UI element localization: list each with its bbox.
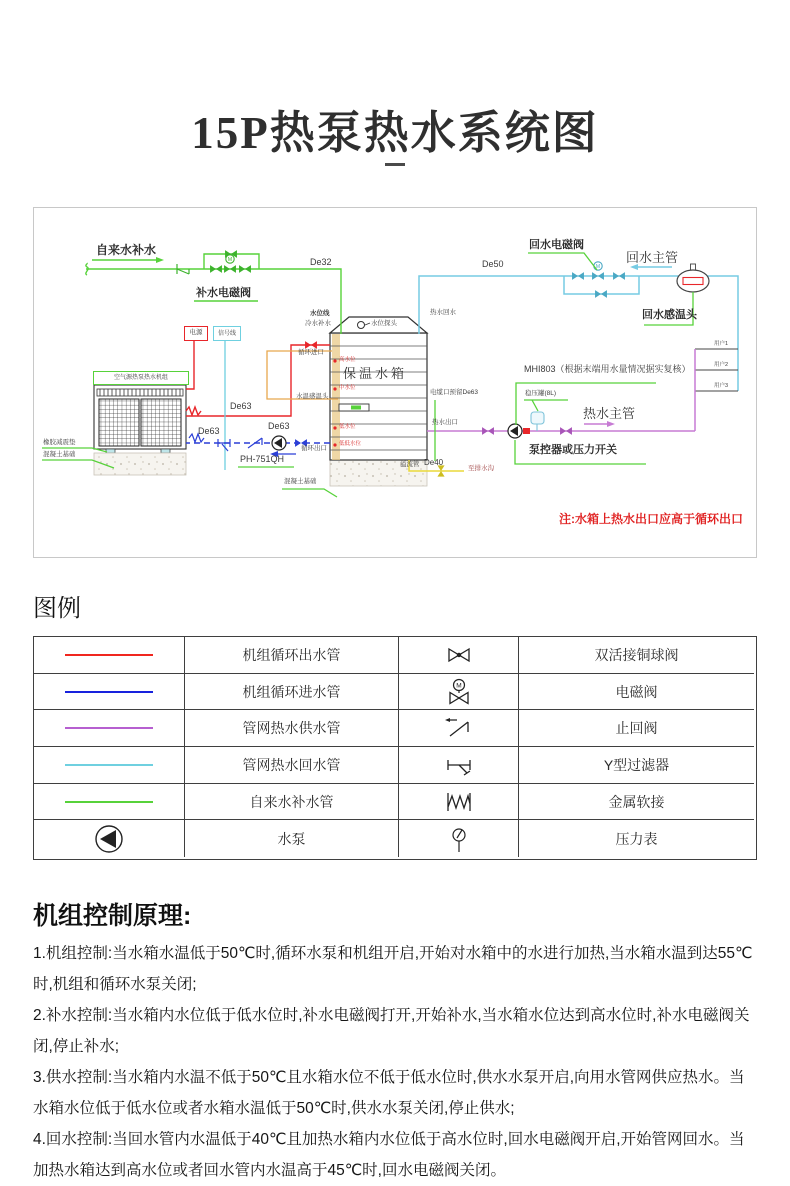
legend-symbol: [399, 637, 519, 674]
legend-symbol: [399, 710, 519, 747]
legend-label-text: 金属软接: [608, 793, 665, 810]
principle-item: 1.机组控制:当水箱水温低于50℃时,循环水泵和机组开启,开始对水箱中的水进行加热,当水箱水温到达55℃时,机组和循环水泵关闭;: [33, 945, 753, 993]
label-user3: 用户3: [713, 383, 729, 389]
pump-union: [523, 428, 530, 434]
label-mhi803: MHI803（根据末端用水量情况据实复核）: [524, 364, 691, 374]
label-user2: 用户2: [713, 362, 729, 368]
label-pump-model: PH-751QH: [240, 454, 285, 464]
label-temp-sensor: 水温感温头: [296, 393, 329, 400]
label-return-main: 回水主管: [626, 250, 679, 265]
label-hot-main: 热水主管: [583, 406, 636, 421]
legend-label: [519, 784, 754, 821]
principle-item: 4.回水控制:当回水管内水温低于40℃且加热水箱内水位低于高水位时,回水电磁阀开启,开始管网回水。当加热水箱达到高水位或者回水管内水温高于45℃时,回水电磁阀关闭。: [33, 1131, 745, 1179]
legend-sample: [34, 784, 185, 821]
label-foundation-mid: 混凝土基础: [284, 478, 317, 485]
legend-label: [519, 747, 754, 784]
label-return-solenoid: 回水电磁阀: [529, 239, 584, 251]
label-level-high: 高水位: [339, 357, 356, 363]
label-de50: De50: [482, 259, 504, 269]
legend-label: [519, 710, 754, 747]
legend-label-text: 水泵: [277, 830, 306, 847]
legend-label-text: 止回阀: [615, 720, 658, 737]
surge-tank-icon: [531, 412, 544, 431]
legend-label-text: 管网热水供水管: [242, 720, 341, 737]
legend-label: [185, 784, 399, 821]
pressure-gauge-icon: [442, 824, 476, 854]
legend-label-text: 机组循环出水管: [242, 646, 341, 663]
legend-label: [185, 674, 399, 711]
heat-pump-unit: [94, 385, 186, 475]
label-supply-solenoid: 补水电磁阀: [196, 287, 251, 299]
solenoid-m-glyph: M: [595, 264, 601, 270]
label-unit: 空气源热泵热水机组: [93, 371, 189, 385]
label-level-probe: 水位探头: [371, 320, 397, 327]
label-circ-inlet: 循环进口: [298, 349, 324, 356]
legend-symbol: [399, 674, 519, 711]
legend-label-text: 电磁阀: [615, 683, 658, 700]
label-pump-controller: 泵控器或压力开关: [529, 444, 617, 456]
legend-label-text: 压力表: [615, 830, 658, 847]
legend-label: [185, 747, 399, 784]
purple-line-sample: [65, 727, 153, 729]
label-shock-pad: 橡胶减震垫: [43, 439, 76, 446]
label-surge-tank: 稳压罐(8L): [525, 390, 557, 397]
pump-icon: [93, 823, 125, 855]
principles-body: [33, 938, 759, 1186]
label-level-lowlow: 低低水位: [339, 441, 362, 447]
power-box: 电源: [184, 326, 208, 341]
principles-heading: 机组控制原理:: [33, 902, 192, 930]
title-underline: [385, 163, 405, 166]
label-de63-out: De63: [230, 401, 252, 411]
signal-box: 信号线: [213, 326, 241, 341]
label-cable-reserve: 电缆口预留De63: [430, 389, 479, 396]
label-drain: 至排水沟: [468, 465, 494, 472]
blue-line-sample: [65, 691, 153, 693]
legend-label-text: 双活接铜球阀: [594, 646, 679, 663]
legend-sample: [34, 710, 185, 747]
legend-label: [185, 710, 399, 747]
legend-sample: [34, 820, 185, 857]
legend-label-text: Y型过滤器: [603, 756, 670, 773]
label-cold-fill: 冷水补水: [305, 320, 331, 327]
label-de40: De40: [424, 458, 444, 467]
label-overflow: 溢流管: [400, 461, 420, 468]
legend-label-text: 管网热水回水管: [242, 756, 341, 773]
label-de63-in-left: De63: [198, 426, 220, 436]
label-de32: De32: [310, 257, 332, 267]
label-water-level-line: 水位线: [310, 310, 330, 317]
solenoid-m-glyph: M: [455, 681, 462, 689]
check-valve-icon: [442, 715, 476, 741]
unit-foundation: [94, 453, 186, 475]
sensor-wire: [267, 351, 338, 399]
label-circ-outlet: 循环出口: [301, 445, 327, 452]
return-temp-sensor-icon: [677, 264, 709, 292]
label-hot-return-port: 热水回水: [430, 309, 456, 316]
label-level-mid: 中水位: [339, 385, 356, 391]
diagram-note: 注:水箱上热水出口应高于循环出口: [559, 512, 743, 526]
legend-sample: [34, 637, 185, 674]
metal-flex-icon: [442, 789, 476, 815]
label-return-sensor: 回水感温头: [642, 309, 697, 321]
double-union-ball-valve-icon: [442, 642, 476, 668]
principle-item: 2.补水控制:当水箱内水位低于低水位时,补水电磁阀打开,开始补水,当水箱水位达到高水位时,补水电磁阀关闭,停止补水;: [33, 1007, 750, 1055]
label-tank: 保温水箱: [343, 366, 408, 381]
legend-label: [519, 820, 754, 857]
principle-item: 3.供水控制:当水箱内水温不低于50℃且水箱水位不低于低水位时,供水水泵开启,向用水管网供应热水。当水箱水位低于低水位或者水箱水温低于50℃时,供水水泵关闭,停止供水;: [33, 1069, 745, 1117]
red-line-sample: [65, 654, 153, 656]
legend-symbol: [399, 747, 519, 784]
legend-symbol: [399, 820, 519, 857]
legend-label: [519, 637, 754, 674]
page-title: 15P热泵热水系统图: [191, 108, 599, 158]
legend-label-text: 自来水补水管: [249, 793, 334, 810]
legend-label-text: 机组循环进水管: [242, 683, 341, 700]
legend-label: [519, 674, 754, 711]
label-foundation-left: 混凝土基础: [43, 451, 76, 458]
legend-symbol: [399, 784, 519, 821]
green-line-sample: [65, 801, 153, 803]
y-strainer-icon: [442, 752, 476, 778]
legend-table: [33, 636, 757, 860]
legend-sample: [34, 674, 185, 711]
label-de63-in-right: De63: [268, 421, 290, 431]
solenoid-m-glyph: M: [227, 257, 233, 263]
system-diagram: [33, 207, 757, 558]
label-hot-outlet: 热水出口: [432, 419, 458, 426]
legend-heading: 图例: [33, 595, 81, 622]
legend-label: [185, 637, 399, 674]
label-tap-water: 自来水补水: [96, 243, 157, 257]
label-level-low: 低水位: [339, 424, 356, 430]
legend-label: [185, 820, 399, 857]
solenoid-valve-icon: [442, 676, 476, 708]
water-level-probe-icon: [358, 322, 365, 329]
cyan-line-sample: [65, 764, 153, 766]
label-user1: 用户1: [713, 341, 729, 347]
legend-sample: [34, 747, 185, 784]
